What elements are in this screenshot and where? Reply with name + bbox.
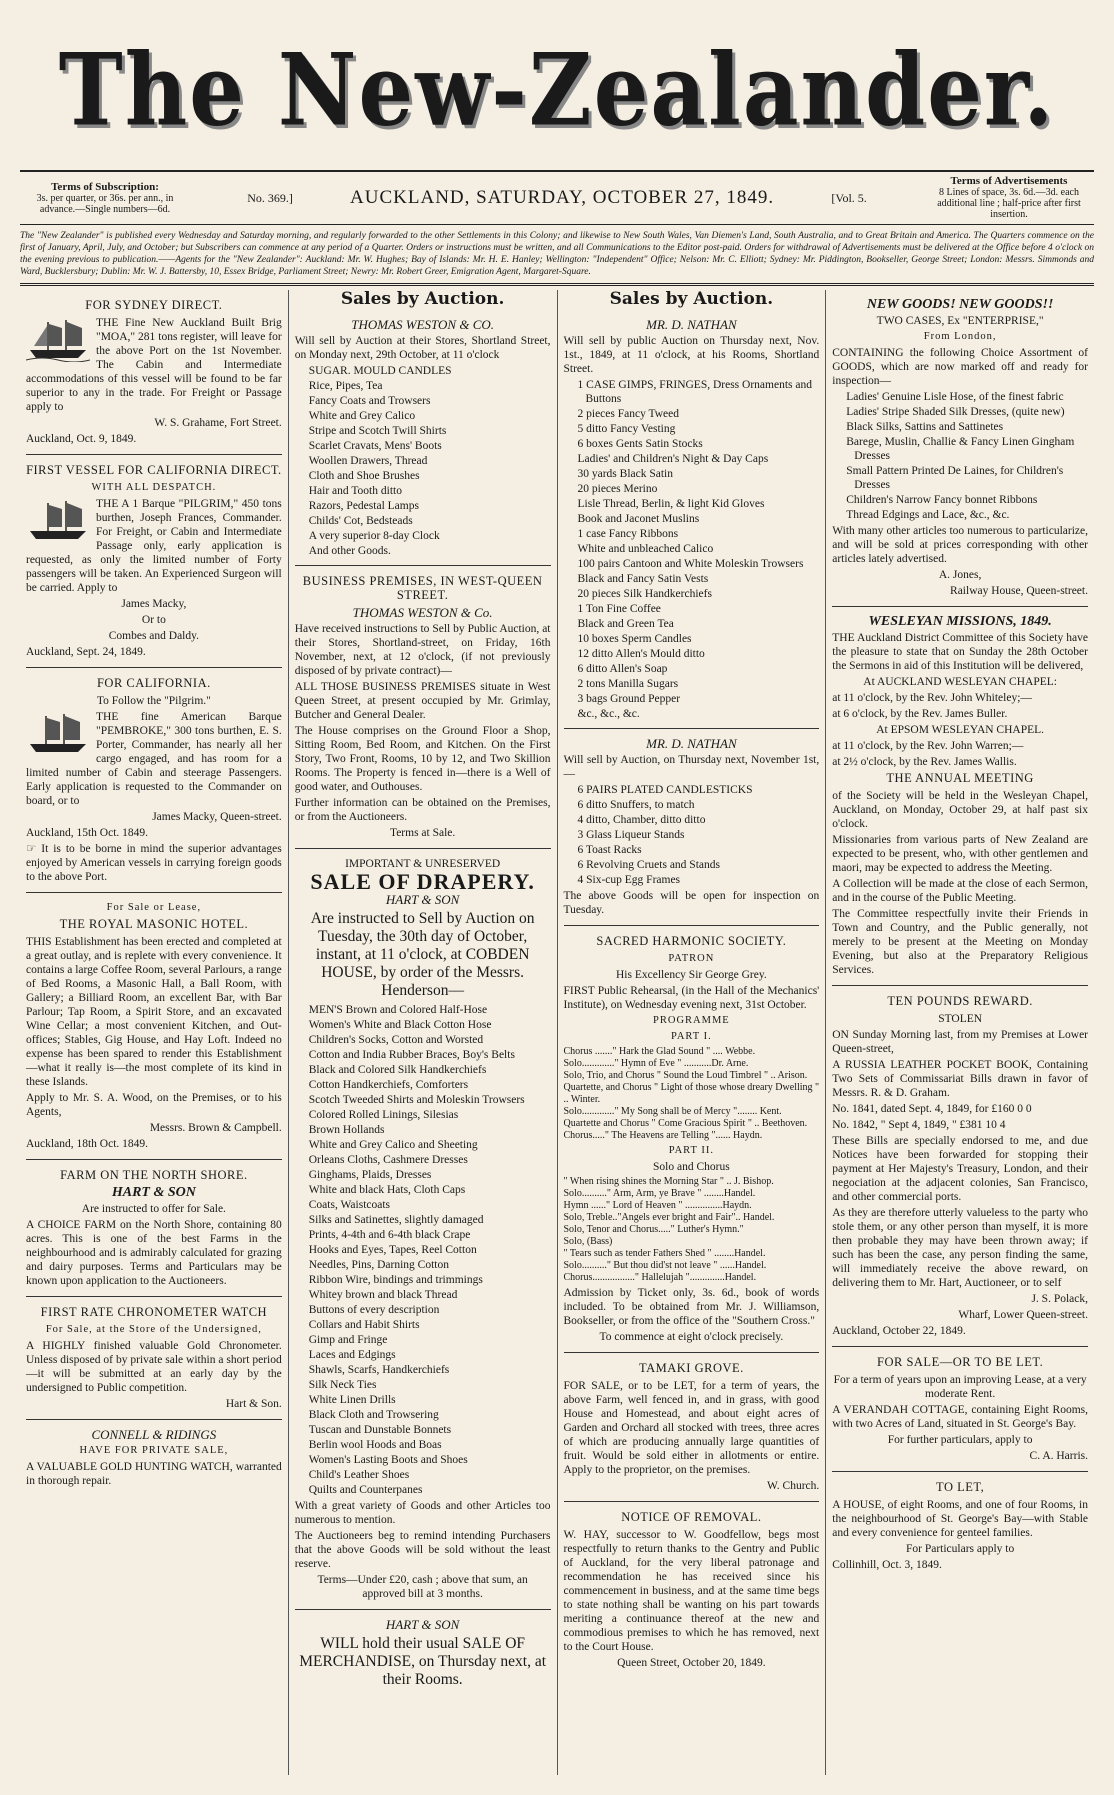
ad-item: Ginghams, Plaids, Dresses [308, 1169, 432, 1181]
ad-body: THE Auckland District Committee of this Society have the pleasure to state that on Sunday the 28th October the Sermons in aid of this Institution will be delivered, [832, 632, 1088, 672]
programme-row: " When rising shines the Morning Star " .. J. Bishop. [563, 1176, 774, 1187]
programme-row: Hymn ......" Lord of Heaven " ...............Haydn. [563, 1200, 752, 1211]
ad-to-let [832, 1472, 1088, 1580]
ad-body: A VERANDAH COTTAGE, containing Eight Rooms, with two Acres of Land, situated in St. George's Bay. [832, 1404, 1088, 1430]
programme-row: Solo.........." But thou did'st not leave " ......Handel. [563, 1260, 767, 1271]
ad-subheading: From London, [923, 331, 997, 342]
ad-heading: WESLEYAN MISSIONS, 1849. [868, 614, 1052, 629]
programme-subheading: Solo and Chorus [653, 1161, 730, 1173]
ad-weston-sale [295, 310, 551, 566]
ad-item: Cotton Handkerchiefs, Comforters [308, 1079, 469, 1091]
ad-item: Rice, Pipes, Tea [308, 380, 383, 392]
ad-item: Black and Fancy Satin Vests [577, 573, 709, 585]
ad-firm: HART & SON [385, 1617, 460, 1632]
ad-note-text: It is to be borne in mind the superior advantages enjoyed by American vessels in carrying foreign goods to the above Port. [26, 843, 282, 883]
ad-signature: A. Jones, [938, 569, 982, 581]
ad-body: The Auctioneers beg to remind intending Purchasers that the above Goods will be sold without the least reserve. [294, 1530, 551, 1570]
ad-firm: HART & SON [111, 1185, 196, 1200]
column-4 [826, 290, 1094, 1775]
subscription-terms-title: Terms of Subscription: [51, 180, 159, 193]
ad-item: Cotton and India Rubber Braces, Boy's Belts [308, 1049, 515, 1061]
ad-item: Whitey brown and black Thread [308, 1289, 458, 1301]
ad-line: at 11 o'clock, by the Rev. John Whiteley;— [832, 692, 1032, 704]
ad-firm: THOMAS WESTON & Co. [352, 605, 493, 620]
ad-item: 6 Revolving Cruets and Stands [577, 859, 720, 871]
ad-item: 100 pairs Cantoon and White Moleskin Trowsers [577, 558, 804, 570]
section-heading: Sales by Auction. [340, 290, 505, 309]
ad-body: For further particulars, apply to [887, 1434, 1033, 1446]
ad-body: W. HAY, successor to W. Goodfellow, begs most respectfully to return thanks to the Gentry and Public of Auckland, for the very liberal patronage and recommendation he has received since his commencement in business, and at the same time begs to state nothing shall be wanting on his part towards meriting a continuance thereof at the new and commodious premises to which he has removed, next to the Court House. [563, 1529, 820, 1653]
ad-subheading: STOLEN [938, 1013, 983, 1025]
ad-item: White Linen Drills [308, 1394, 396, 1406]
ad-date: Collinhill, Oct. 3, 1849. [832, 1559, 942, 1571]
ad-item: Black and Colored Silk Handkerchiefs [308, 1064, 487, 1076]
ad-item: White and Grey Calico and Sheeting [308, 1139, 478, 1151]
ad-patron: His Excellency Sir George Grey. [616, 969, 767, 981]
ad-signature: Messrs. Brown & Campbell. [149, 1122, 282, 1134]
ad-body: Will sell by Auction at their Stores, Shortland Street, on Monday next, 29th October, at 11 o'clock [294, 335, 551, 361]
ad-signature: Wharf, Lower Queen-street. [958, 1309, 1088, 1321]
ad-item: Barege, Muslin, Challie & Fancy Linen Gingham Dresses [846, 436, 1075, 462]
ad-item-list [295, 1003, 551, 1497]
ad-body: ON Sunday Morning last, from my Premises at Lower Queen-street, [832, 1029, 1088, 1055]
ad-wesleyan-missions [832, 607, 1088, 986]
ad-date: Auckland, Oct. 9, 1849. [26, 433, 137, 445]
ad-heading: FIRST RATE CHRONOMETER WATCH [40, 1305, 268, 1319]
ad-item: Cloth and Shoe Brushes [308, 470, 420, 482]
ad-date: Queen Street, October 20, 1849. [617, 1657, 766, 1669]
ad-signature: C. A. Harris. [1029, 1450, 1088, 1462]
ad-item: MEN'S Brown and Colored Half-Hose [308, 1004, 488, 1016]
ad-subheading: WITH ALL DESPATCH. [91, 482, 217, 493]
ad-item: 20 pieces Silk Handkerchiefs [577, 588, 712, 600]
ad-signature: W. S. Grahame, Fort Street. [154, 417, 282, 429]
ad-item: 6 PAIRS PLATED CANDLESTICKS [577, 784, 753, 796]
ad-item: Ladies' Genuine Lisle Hose, of the finest fabric [846, 391, 1064, 403]
subscription-terms [20, 182, 190, 215]
programme-row: Solo.........." Arm, Arm, ye Brave " ........Handel. [563, 1188, 756, 1199]
ad-heading: SACRED HARMONIC SOCIETY. [596, 934, 787, 948]
issue-date: AUCKLAND, SATURDAY, OCTOBER 27, 1849. [350, 187, 775, 208]
ad-heading: SALE OF DRAPERY. [310, 869, 535, 894]
ad-body: A RUSSIA LEATHER POCKET BOOK, Containing Two Sets of Commissariat Bills drawn in favor of Messrs. R. & D. Graham. [832, 1059, 1088, 1099]
ad-firm: MR. D. NATHAN [646, 736, 737, 751]
ad-item: Quilts and Counterpanes [308, 1484, 423, 1496]
ad-item: 2 pieces Fancy Tweed [577, 408, 679, 420]
ad-body: These Bills are specially endorsed to me, and due Notices have been forwarded for stopping their payment at Her Majesty's Treasury, London, and their negociation at the adjacent colonies, San Francisco, and other commercial ports. [832, 1135, 1088, 1203]
ad-heading: FARM ON THE NORTH SHORE. [60, 1168, 248, 1182]
ad-body: A Collection will be made at the close of each Sermon, and in the course of the Public Meeting. [832, 878, 1088, 904]
ad-item: And other Goods. [308, 545, 391, 557]
ad-item: Collars and Habit Shirts [308, 1319, 420, 1331]
ad-tamaki-grove [564, 1353, 820, 1502]
ad-body: of the Society will be held in the Wesleyan Chapel, Auckland, on Monday, October 29, at half past six o'clock. [832, 790, 1088, 830]
ad-item: Children's Socks, Cotton and Worsted [308, 1034, 484, 1046]
ad-california [26, 668, 282, 893]
ad-item: 6 ditto Allen's Soap [577, 663, 668, 675]
ad-item: Thread Edgings and Lace, &c., &c. [846, 509, 1010, 521]
ad-notice-of-removal [564, 1502, 820, 1678]
ad-item-list [295, 364, 551, 558]
ad-body: Have received instructions to Sell by Public Auction, at their Stores, Shortland-street, on Friday, 16th November, next, at 12 o'clock, (if not previously disposed of by private contract)— [294, 623, 551, 677]
ad-body: THIS Establishment has been erected and completed at a great outlay, and is replete with every convenience. It contains a large Coffee Room, several Parlours, a range of Bed Rooms, a Masonic Hall, a Ball Room, with Gallery; a Billiard Room, an excellent Bar, with Bar Parlour; Tap Room, a Spirit Store, and an excavated Wine Cellar; a most convenient Kitchen, and Out-offices; Stables, Gig House, and Hay Loft. Indeed no expense has been spared to render this Establishment—what it really is—the most complete of its kind in these Islands. [26, 936, 282, 1088]
ad-heading: FIRST VESSEL FOR CALIFORNIA DIRECT. [26, 463, 282, 477]
subscription-terms-text: 3s. per quarter, or 36s. per ann., in advance.—Single numbers—6d. [36, 192, 174, 215]
ad-item: 6 Toast Racks [577, 844, 642, 856]
programme-row: Solo............." My Song shall be of Mercy "........ Kent. [563, 1106, 782, 1117]
ad-for-sale-or-let [832, 1347, 1088, 1472]
ad-item: Colored Rolled Linings, Silesias [308, 1109, 459, 1121]
ad-subheading: PATRON [668, 953, 715, 964]
programme-row: Chorus................." Hallelujah "..............Handel. [563, 1272, 757, 1283]
ad-subheading: To Follow the "Pilgrim." [96, 695, 211, 707]
ad-item: Woollen Drawers, Thread [308, 455, 428, 467]
ad-item: Scotch Tweeded Shirts and Moleskin Trowsers [308, 1094, 525, 1106]
programme-row: Solo, Treble.."Angels ever bright and Fair".. Handel. [563, 1212, 775, 1223]
ad-item: Silk Neck Ties [308, 1379, 377, 1391]
advertisement-terms-text: 8 Lines of space, 3s. 6d.—3d. each additional line ; half-price after first insertion. [937, 187, 1081, 220]
advertisement-terms-title: Terms of Advertisements [950, 175, 1068, 187]
ad-body: FOR SALE, or to be LET, for a term of years, the above Farm, well fenced in, and in grass, with good House and Homestead, and about eight acres of Garden and Orchard all stocked with trees, three acres of which are producing annually large quantities of fruit. Would be sold either in allotments or entire. Apply to the proprietor, on the premises. [563, 1380, 820, 1476]
ad-body: THE A 1 Barque "PILGRIM," 450 tons burthen, Joseph Frances, Commander. For Freight, or Cabin and Intermediate Passage only, early application is requested, as only the limited number of Forty passengers will be taken. An Experienced Surgeon will be carried. Apply to [26, 498, 282, 594]
ad-item: Scarlet Cravats, Mens' Boots [308, 440, 442, 452]
ad-item: Stripe and Scotch Twill Shirts [308, 425, 447, 437]
ad-body: The above Goods will be open for inspection on Tuesday. [563, 890, 820, 916]
ad-heading: NOTICE OF REMOVAL. [621, 1510, 762, 1524]
ad-body: THE Fine New Auckland Built Brig "MOA," 281 tons register, will leave for the above Port on the 1st November. The Cabin and Intermediate accommodations of this vessel will be found to be far superior to any in the trade. For Freight or Passage apply to [26, 317, 282, 413]
ad-item: 3 Glass Liqueur Stands [577, 829, 685, 841]
ad-body: Missionaries from various parts of New Zealand are expected to be present, who, with other gentlemen and maori, may be expected to address the Meeting. [832, 834, 1088, 874]
ad-item: 6 boxes Gents Satin Stocks [577, 438, 703, 450]
ad-line: No. 1841, dated Sept. 4, 1849, for £160 0 0 [832, 1103, 1032, 1115]
ad-body: Further information can be obtained on the Premises, or from the Auctioneers. [294, 797, 551, 823]
ad-date: Auckland, 18th Oct. 1849. [26, 1138, 149, 1150]
ad-item: SUGAR. MOULD CANDLES [308, 365, 452, 377]
ad-subheading: For a term of years upon an improving Lease, at a very moderate Rent. [833, 1374, 1087, 1400]
ad-heading: FOR SYDNEY DIRECT. [85, 298, 223, 312]
ad-subheading: IMPORTANT & UNRESERVED [345, 858, 501, 870]
ad-heading: TO LET, [936, 1480, 985, 1494]
ad-note [26, 842, 282, 884]
ad-item: Small Pattern Printed De Laines, for Children's Dresses [846, 465, 1064, 491]
column-3 [558, 290, 827, 1775]
ad-body: CONTAINING the following Choice Assortment of GOODS, which are now marked off and ready for inspection— [832, 347, 1088, 387]
ad-item: Laces and Edgings [308, 1349, 396, 1361]
ad-business-premises [295, 566, 551, 849]
ad-new-goods [832, 290, 1088, 607]
ship-icon [26, 316, 90, 362]
ad-body: A VALUABLE GOLD HUNTING WATCH, warranted in thorough repair. [26, 1461, 282, 1487]
section-heading: Sales by Auction. [609, 290, 774, 309]
ad-item: Hooks and Eyes, Tapes, Reel Cotton [308, 1244, 477, 1256]
ad-item: Black Cloth and Trowsering [308, 1409, 439, 1421]
ad-item: Berlin wool Hoods and Boas [308, 1439, 442, 1451]
ad-item: 4 ditto, Chamber, ditto ditto [577, 814, 706, 826]
ad-body: Will sell by public Auction on Thursday next, Nov. 1st., 1849, at 11 o'clock, at his Rooms, Shortland Street. [563, 335, 820, 375]
ad-item: Hair and Tooth ditto [308, 485, 402, 497]
ad-item: 20 pieces Merino [577, 483, 658, 495]
pointing-hand-icon: ☞ [26, 843, 42, 855]
ad-reward [832, 986, 1088, 1347]
ad-connell [26, 1420, 282, 1496]
ad-heading: BUSINESS PREMISES, IN WEST-QUEEN STREET. [302, 574, 543, 602]
programme-row: " Tears such as tender Fathers Shed " ........Handel. [563, 1248, 766, 1259]
ad-item: Black Silks, Sattins and Sattinetes [846, 421, 1004, 433]
ad-body: With a great variety of Goods and other Articles too numerous to mention. [294, 1500, 551, 1526]
ad-signature: James Macky, Queen-street. [152, 811, 282, 823]
programme-row: Chorus....." The Heavens are Telling "...... Haydn. [563, 1130, 763, 1141]
column-2 [289, 290, 558, 1775]
programme-list [564, 1046, 820, 1142]
ad-item: Women's Lasting Boots and Shoes [308, 1454, 468, 1466]
ad-terms: Terms—Under £20, cash ; above that sum, an approved bill at 3 months. [317, 1574, 528, 1600]
ad-merchandise [295, 1610, 551, 1698]
ad-body: Admission by Ticket only, 3s. 6d., book of words included. To be obtained from Mr. J. Williamson, Bookseller, or from the office of the "Southern Cross." [563, 1287, 820, 1327]
ad-item: 3 bags Ground Pepper [577, 693, 681, 705]
ad-chronometer [26, 1297, 282, 1420]
ad-signature: Hart & Son. [225, 1398, 282, 1410]
ad-item: 10 boxes Sperm Candles [577, 633, 692, 645]
ad-subheading: For Sale, at the Store of the Undersigned, [45, 1324, 262, 1335]
ad-subheading: Are instructed to offer for Sale. [81, 1203, 226, 1215]
dateline [20, 170, 1094, 225]
programme-row: Quartette and Chorus " Come Gracious Spirit " .. Beethoven. [563, 1118, 808, 1129]
ad-signature: J. S. Polack, [1031, 1293, 1088, 1305]
ad-item: Tuscan and Dunstable Bonnets [308, 1424, 452, 1436]
programme-heading: PROGRAMME [653, 1015, 730, 1026]
ad-item: Orleans Cloths, Cashmere Dresses [308, 1154, 468, 1166]
ad-item: Childs' Cot, Bedsteads [308, 515, 413, 527]
ad-item: Lisle Thread, Berlin, & light Kid Gloves [577, 498, 765, 510]
ad-body: THE fine American Barque "PEMBROKE," 300 tons burthen, E. S. Porter, Commander, has nearly all her cargo engaged, and has room for a limited number of Cabin and steerage Passengers. Early application is requested to the Commander on board, or to [26, 711, 282, 807]
ad-item: Needles, Pins, Darning Cotton [308, 1259, 449, 1271]
ad-signature: Combes and Daldy. [108, 630, 200, 642]
ad-firm: MR. D. NATHAN [646, 317, 737, 332]
ad-item: White and Grey Calico [308, 410, 416, 422]
ad-subheading: HAVE FOR PRIVATE SALE, [79, 1445, 229, 1456]
programme-row: Solo, (Bass) [563, 1236, 613, 1247]
ad-item: 5 ditto Fancy Vesting [577, 423, 676, 435]
ad-heading: THE ROYAL MASONIC HOTEL. [59, 917, 249, 931]
ad-item: Razors, Pedestal Lamps [308, 500, 419, 512]
ad-item: White and unbleached Calico [577, 543, 714, 555]
ad-item: Coats, Waistcoats [308, 1199, 391, 1211]
ad-firm: HART & SON [385, 892, 460, 907]
ad-masonic-hotel [26, 893, 282, 1160]
ad-item: Buttons of every description [308, 1304, 440, 1316]
ad-item: Ladies' Stripe Shaded Silk Dresses, (quite new) [846, 406, 1065, 418]
ad-item: 1 Ton Fine Coffee [577, 603, 661, 615]
ad-body: To commence at eight o'clock precisely. [599, 1331, 784, 1343]
ad-item: 2 tons Manilla Sugars [577, 678, 679, 690]
volume-number: [Vol. 5. [831, 190, 867, 205]
ad-heading: TEN POUNDS REWARD. [887, 994, 1033, 1008]
ad-item-list [564, 378, 820, 721]
ad-body: As they are therefore utterly valueless to the party who stole them, or any other person than myself, it is more then probable they may have been thrown away; if such has been the case, any person finding the same, will immediately receive the above reward, on delivering them to Mr. Hart, Auctioneer, or to self [832, 1207, 1088, 1289]
ad-body: The House comprises on the Ground Floor a Shop, Sitting Room, Bed Room, and Kitchen. On the First Story, Two Front, Rooms, 10 by 12, and Two Skillion Rooms. The Property is fenced in—there is a Well of good water, and Outhouses. [294, 725, 551, 793]
programme-row: Chorus ......." Hark the Glad Sound " .... Webbe. [563, 1046, 756, 1057]
ad-item: 6 ditto Snuffers, to match [577, 799, 695, 811]
ad-body: The Committee respectfully invite their Friends in Town and Country, and the Public generally, not merely to be present at the Meeting on Monday Evening, but also at the Preparatory Religious Services. [832, 908, 1088, 976]
publication-notice: The "New Zealander" is published every Wednesday and Saturday morning, and regularly forwarded to the other Settlements in this Colony; and likewise to New South Wales, Van Diemen's Land, South Australia, and to Great Britain and America. The Quarters commence on the first of January, April, July, and October; but Subscribers can commence at any period of a Quarter. Orders or instructions must be written, and all Communications to the Editor post-paid. Orders for withdrawal of Advertisements must be delivered at the Office before 4 o'clock on the evening previous to publication.——Agents for the "New Zealander": Auckland: Mr. W. Hughes; Bay of Islands: Mr. H. E. Hanley; Wellington: "Independent" Office; Nelson: Mr. C. Elliott; Sydney: Mr. Piddington, Bookseller, George Street; London: Messrs. Simmonds and Ward, Bucklersbury; Dublin: Mr. W. J. Battersby, 10, Essex Bridge, Parliament Street; Newry: Mr. Robert Greer, Emigration Agent, Margaret-Square. [20, 225, 1094, 286]
ad-heading: NEW GOODS! NEW GOODS!! [866, 297, 1054, 312]
ad-item: Children's Narrow Fancy bonnet Ribbons [846, 494, 1038, 506]
ad-item-list [564, 783, 820, 887]
ad-item: Brown Hollands [308, 1124, 385, 1136]
programme-part: PART II. [668, 1145, 715, 1156]
ad-item: Child's Leather Shoes [308, 1469, 410, 1481]
ad-california-direct [26, 455, 282, 668]
ad-sydney [26, 290, 282, 455]
ad-item: 12 ditto Allen's Mould ditto [577, 648, 705, 660]
ad-body: ALL THOSE BUSINESS PREMISES situate in West Queen Street, at present occupied by Mr. Grimlay, Butcher and General Dealer. [294, 681, 551, 721]
ad-body: A CHOICE FARM on the North Shore, containing 80 acres. This is one of the best Farms in the neighbourhood and is admirably calculated for grazing and dairy purposes. Terms and Particulars may be known upon application to the Auctioneers. [26, 1219, 282, 1287]
column-1 [20, 290, 289, 1775]
ad-body: Apply to Mr. S. A. Wood, on the Premises, or to his Agents, [26, 1092, 282, 1118]
ad-item: 4 Six-cup Egg Frames [577, 874, 681, 886]
ad-item: 30 yards Black Satin [577, 468, 673, 480]
ad-item: White and black Hats, Cloth Caps [308, 1184, 466, 1196]
ad-date: Auckland, Sept. 24, 1849. [26, 646, 146, 658]
ad-heading: FOR SALE—OR TO BE LET. [877, 1355, 1044, 1369]
ad-signature: Or to [141, 614, 166, 626]
ad-heading: TAMAKI GROVE. [638, 1361, 744, 1375]
ad-heading: CONNELL & RIDINGS [91, 1427, 217, 1442]
newspaper-page [20, 10, 1094, 1775]
ad-terms: Terms at Sale. [389, 827, 456, 839]
ad-item: Black and Green Tea [577, 618, 674, 630]
ad-item: Shawls, Scarfs, Handkerchiefs [308, 1364, 450, 1376]
ad-firm: THOMAS WESTON & CO. [351, 317, 495, 332]
programme-row: Solo, Trio, and Chorus " Sound the Loud Timbrel " .. Arison. [563, 1070, 808, 1081]
ad-subheading: For Sale or Lease, [106, 902, 202, 913]
programme-list [564, 1176, 820, 1284]
ad-item: Women's White and Black Cotton Hose [308, 1019, 492, 1031]
ad-nathan-sale-2 [564, 729, 820, 926]
ad-body: A HIGHLY finished valuable Gold Chronometer. Unless disposed of by private sale within a short period—it will be submitted at an early day by the undersigned to Public competition. [26, 1340, 282, 1394]
ad-date: Auckland, 15th Oct. 1849. [26, 827, 149, 839]
ad-item: 1 case Fancy Ribbons [577, 528, 679, 540]
ad-announcement: Are instructed to Sell by Auction on Tuesday, the 30th day of October, instant, at 11 o'clock, at COBDEN HOUSE, by order of the Messrs. Henderson— [310, 910, 535, 999]
ad-signature: James Macky, [121, 598, 187, 610]
ad-line: No. 1842, " Sept 4, 1849, " £381 10 4 [832, 1119, 1006, 1131]
ad-item: Gimp and Fringe [308, 1334, 388, 1346]
advertisement-terms [924, 176, 1094, 220]
ad-subheading: TWO CASES, Ex "ENTERPRISE," [876, 315, 1044, 327]
ad-line: at 2½ o'clock, by the Rev. James Wallis. [832, 756, 1017, 768]
ad-item-list [832, 390, 1088, 522]
ad-body: With many other articles too numerous to particularize, and will be sold at prices corresponding with other articles lately advertised. [832, 525, 1088, 565]
ad-item: A very superior 8-day Clock [308, 530, 440, 542]
ad-body: Will sell by Auction, on Thursday next, November 1st,— [563, 754, 820, 780]
ad-line: at 6 o'clock, by the Rev. James Buller. [832, 708, 1008, 720]
ad-announcement: WILL hold their usual SALE OF MERCHANDISE, on Thursday next, at their Rooms. [299, 1635, 547, 1688]
ad-signature: W. Church. [766, 1480, 820, 1492]
ad-farm [26, 1160, 282, 1297]
ad-body: A HOUSE, of eight Rooms, and one of four Rooms, in the neighbourhood of St. George's Bay—with Stable and every convenience for genteel families. [832, 1499, 1088, 1539]
ad-body: For Particulars apply to [905, 1543, 1015, 1555]
programme-part: PART I. [670, 1031, 712, 1042]
ad-nathan-sale-1 [564, 310, 820, 729]
ship-icon [26, 497, 90, 543]
ad-item: Ladies' and Children's Night & Day Caps [577, 453, 769, 465]
ad-heading: FOR CALIFORNIA. [96, 676, 211, 690]
programme-row: Solo, Tenor and Chorus....." Luther's Hymn." [563, 1224, 744, 1235]
ad-item: &c., &c., &c. [577, 708, 640, 720]
masthead [20, 10, 1094, 170]
ad-body: FIRST Public Rehearsal, (in the Hall of the Mechanics' Institute), on Wednesday evening next, 31st October. [563, 985, 820, 1011]
programme-row: Solo............." Hymn of Eve " ...........Dr. Arne. [563, 1058, 749, 1069]
ad-item: Book and Jaconet Muslins [577, 513, 700, 525]
programme-row: Quartette, and Chorus " Light of those whose dreary Dwelling " .. Winter. [563, 1082, 820, 1105]
ship-icon [26, 710, 90, 756]
ad-harmonic-society [564, 926, 820, 1353]
ad-item: Ribbon Wire, bindings and trimmings [308, 1274, 483, 1286]
ad-item: 1 CASE GIMPS, FRINGES, Dress Ornaments and Buttons [577, 379, 812, 405]
ad-drapery [295, 849, 551, 1610]
issue-number: No. 369.] [247, 190, 293, 205]
ad-item: Fancy Coats and Trowsers [308, 395, 431, 407]
ad-item: Silks and Satinettes, slightly damaged [308, 1214, 484, 1226]
ad-signature: Railway House, Queen-street. [950, 585, 1088, 597]
columns [20, 290, 1094, 1775]
ad-line: at 11 o'clock, by the Rev. John Warren;— [832, 740, 1024, 752]
ad-heading: THE ANNUAL MEETING [886, 771, 1034, 785]
ad-subheading: At EPSOM WESLEYAN CHAPEL. [876, 724, 1045, 736]
ad-subheading: At AUCKLAND WESLEYAN CHAPEL: [863, 676, 1057, 688]
masthead-title: The New-Zealander. [58, 31, 1056, 149]
ad-item: Prints, 4-4th and 6-4th black Crape [308, 1229, 471, 1241]
ad-date: Auckland, October 22, 1849. [832, 1325, 966, 1337]
